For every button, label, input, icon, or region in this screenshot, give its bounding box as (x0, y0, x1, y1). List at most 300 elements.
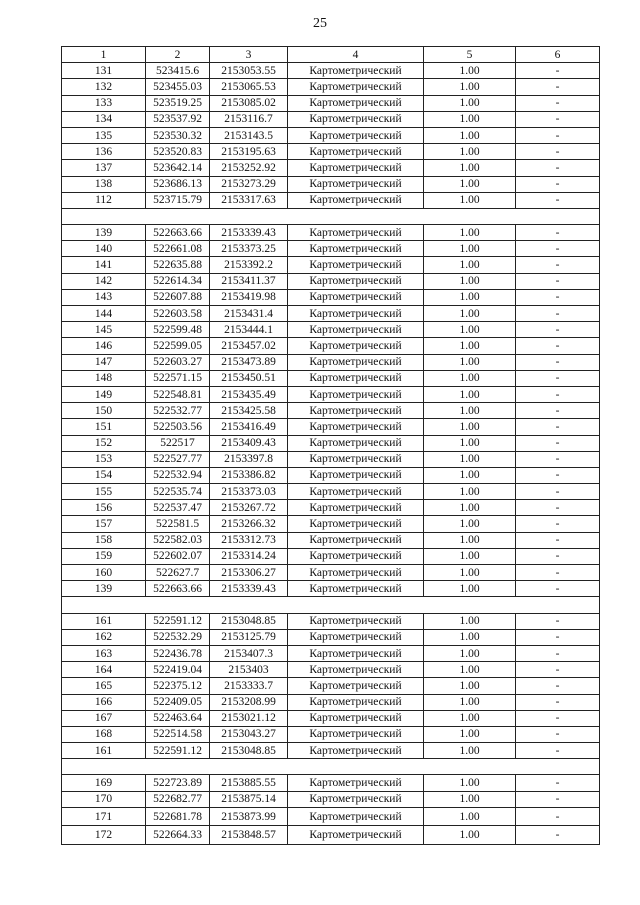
note-cell: - (516, 775, 600, 791)
point-number-cell: 158 (62, 532, 146, 548)
x-coordinate-cell: 522436.78 (146, 645, 210, 661)
point-number-cell: 164 (62, 662, 146, 678)
note-cell: - (516, 257, 600, 273)
x-coordinate-cell: 523537.92 (146, 111, 210, 127)
x-coordinate-cell: 522409.05 (146, 694, 210, 710)
accuracy-cell: 1.00 (424, 710, 516, 726)
table-row (62, 548, 600, 564)
y-coordinate-cell: 2153339.43 (210, 581, 288, 597)
table-row (62, 629, 600, 645)
table-row (62, 160, 600, 176)
note-cell: - (516, 322, 600, 338)
note-cell: - (516, 79, 600, 95)
point-number-cell: 153 (62, 451, 146, 467)
y-coordinate-cell: 2153314.24 (210, 548, 288, 564)
table-row (62, 241, 600, 257)
table-row (62, 710, 600, 726)
y-coordinate-cell: 2153048.85 (210, 743, 288, 759)
x-coordinate-cell: 522591.12 (146, 613, 210, 629)
x-coordinate-cell: 522599.05 (146, 338, 210, 354)
table-row (62, 532, 600, 548)
point-number-cell: 142 (62, 273, 146, 289)
x-coordinate-cell: 522603.58 (146, 306, 210, 322)
accuracy-cell: 1.00 (424, 144, 516, 160)
y-coordinate-cell: 2153450.51 (210, 370, 288, 386)
accuracy-cell: 1.00 (424, 354, 516, 370)
table-row (62, 111, 600, 127)
accuracy-cell: 1.00 (424, 451, 516, 467)
point-number-cell: 163 (62, 645, 146, 661)
method-cell: Картометрический (288, 306, 424, 322)
y-coordinate-cell: 2153021.12 (210, 710, 288, 726)
accuracy-cell: 1.00 (424, 95, 516, 111)
y-coordinate-cell: 2153252.92 (210, 160, 288, 176)
method-cell: Картометрический (288, 354, 424, 370)
y-coordinate-cell: 2153306.27 (210, 565, 288, 581)
note-cell: - (516, 192, 600, 208)
table-row (62, 775, 600, 791)
accuracy-cell: 1.00 (424, 807, 516, 826)
y-coordinate-cell: 2153143.5 (210, 127, 288, 143)
note-cell: - (516, 144, 600, 160)
point-number-cell: 148 (62, 370, 146, 386)
accuracy-cell: 1.00 (424, 289, 516, 305)
point-number-cell: 155 (62, 484, 146, 500)
x-coordinate-cell: 522635.88 (146, 257, 210, 273)
method-cell: Картометрический (288, 338, 424, 354)
table-row (62, 743, 600, 759)
x-coordinate-cell: 523715.79 (146, 192, 210, 208)
table-row (62, 581, 600, 597)
note-cell: - (516, 419, 600, 435)
note-cell: - (516, 662, 600, 678)
point-number-cell: 169 (62, 775, 146, 791)
table-row (62, 826, 600, 845)
point-number-cell: 149 (62, 386, 146, 402)
method-cell: Картометрический (288, 435, 424, 451)
x-coordinate-cell: 522681.78 (146, 807, 210, 826)
point-number-cell: 154 (62, 467, 146, 483)
x-coordinate-cell: 522614.34 (146, 273, 210, 289)
method-cell: Картометрический (288, 743, 424, 759)
accuracy-cell: 1.00 (424, 435, 516, 451)
note-cell: - (516, 532, 600, 548)
y-coordinate-cell: 2153386.82 (210, 467, 288, 483)
x-coordinate-cell: 522532.29 (146, 629, 210, 645)
x-coordinate-cell: 522581.5 (146, 516, 210, 532)
y-coordinate-cell: 2153267.72 (210, 500, 288, 516)
method-cell: Картометрический (288, 111, 424, 127)
point-number-cell: 172 (62, 826, 146, 845)
y-coordinate-cell: 2153873.99 (210, 807, 288, 826)
method-cell: Картометрический (288, 403, 424, 419)
method-cell: Картометрический (288, 726, 424, 742)
point-number-cell: 133 (62, 95, 146, 111)
accuracy-cell: 1.00 (424, 370, 516, 386)
accuracy-cell: 1.00 (424, 775, 516, 791)
table-row (62, 419, 600, 435)
note-cell: - (516, 548, 600, 564)
note-cell: - (516, 176, 600, 192)
column-header: 6 (516, 47, 600, 63)
column-header: 4 (288, 47, 424, 63)
table-row (62, 338, 600, 354)
point-number-cell: 157 (62, 516, 146, 532)
point-number-cell: 137 (62, 160, 146, 176)
accuracy-cell: 1.00 (424, 743, 516, 759)
method-cell: Картометрический (288, 451, 424, 467)
x-coordinate-cell: 522661.08 (146, 241, 210, 257)
point-number-cell: 136 (62, 144, 146, 160)
note-cell: - (516, 435, 600, 451)
x-coordinate-cell: 522419.04 (146, 662, 210, 678)
table-row (62, 95, 600, 111)
point-number-cell: 166 (62, 694, 146, 710)
table-row (62, 63, 600, 79)
table-row (62, 306, 600, 322)
table-row (62, 645, 600, 661)
point-number-cell: 147 (62, 354, 146, 370)
separator-cell (62, 208, 600, 224)
accuracy-cell: 1.00 (424, 500, 516, 516)
y-coordinate-cell: 2153435.49 (210, 386, 288, 402)
method-cell: Картометрический (288, 645, 424, 661)
method-cell: Картометрический (288, 257, 424, 273)
method-cell: Картометрический (288, 467, 424, 483)
method-cell: Картометрический (288, 192, 424, 208)
x-coordinate-cell: 522375.12 (146, 678, 210, 694)
note-cell: - (516, 63, 600, 79)
column-header: 5 (424, 47, 516, 63)
note-cell: - (516, 386, 600, 402)
y-coordinate-cell: 2153875.14 (210, 791, 288, 807)
accuracy-cell: 1.00 (424, 306, 516, 322)
accuracy-cell: 1.00 (424, 484, 516, 500)
accuracy-cell: 1.00 (424, 386, 516, 402)
accuracy-cell: 1.00 (424, 532, 516, 548)
accuracy-cell: 1.00 (424, 79, 516, 95)
point-number-cell: 171 (62, 807, 146, 826)
note-cell: - (516, 354, 600, 370)
point-number-cell: 139 (62, 581, 146, 597)
point-number-cell: 139 (62, 225, 146, 241)
group-separator-row (62, 759, 600, 775)
point-number-cell: 160 (62, 565, 146, 581)
table-row (62, 127, 600, 143)
method-cell: Картометрический (288, 710, 424, 726)
point-number-cell: 156 (62, 500, 146, 516)
note-cell: - (516, 807, 600, 826)
note-cell: - (516, 791, 600, 807)
note-cell: - (516, 467, 600, 483)
method-cell: Картометрический (288, 273, 424, 289)
method-cell: Картометрический (288, 548, 424, 564)
table-row (62, 289, 600, 305)
method-cell: Картометрический (288, 241, 424, 257)
x-coordinate-cell: 523642.14 (146, 160, 210, 176)
point-number-cell: 165 (62, 678, 146, 694)
note-cell: - (516, 370, 600, 386)
table-row (62, 467, 600, 483)
y-coordinate-cell: 2153208.99 (210, 694, 288, 710)
accuracy-cell: 1.00 (424, 565, 516, 581)
y-coordinate-cell: 2153373.25 (210, 241, 288, 257)
table-row (62, 484, 600, 500)
x-coordinate-cell: 522527.77 (146, 451, 210, 467)
table-row (62, 322, 600, 338)
table-row (62, 192, 600, 208)
x-coordinate-cell: 522682.77 (146, 791, 210, 807)
y-coordinate-cell: 2153065.53 (210, 79, 288, 95)
accuracy-cell: 1.00 (424, 613, 516, 629)
x-coordinate-cell: 522603.27 (146, 354, 210, 370)
y-coordinate-cell: 2153416.49 (210, 419, 288, 435)
note-cell: - (516, 500, 600, 516)
method-cell: Картометрический (288, 565, 424, 581)
table-row (62, 403, 600, 419)
note-cell: - (516, 516, 600, 532)
note-cell: - (516, 613, 600, 629)
point-number-cell: 146 (62, 338, 146, 354)
note-cell: - (516, 225, 600, 241)
method-cell: Картометрический (288, 176, 424, 192)
method-cell: Картометрический (288, 775, 424, 791)
x-coordinate-cell: 522548.81 (146, 386, 210, 402)
table-row (62, 257, 600, 273)
column-header: 2 (146, 47, 210, 63)
accuracy-cell: 1.00 (424, 176, 516, 192)
note-cell: - (516, 451, 600, 467)
point-number-cell: 161 (62, 613, 146, 629)
accuracy-cell: 1.00 (424, 629, 516, 645)
method-cell: Картометрический (288, 144, 424, 160)
point-number-cell: 143 (62, 289, 146, 305)
y-coordinate-cell: 2153473.89 (210, 354, 288, 370)
accuracy-cell: 1.00 (424, 467, 516, 483)
table-row (62, 225, 600, 241)
y-coordinate-cell: 2153373.03 (210, 484, 288, 500)
point-number-cell: 151 (62, 419, 146, 435)
y-coordinate-cell: 2153312.73 (210, 532, 288, 548)
table-row (62, 79, 600, 95)
y-coordinate-cell: 2153457.02 (210, 338, 288, 354)
note-cell: - (516, 403, 600, 419)
accuracy-cell: 1.00 (424, 419, 516, 435)
x-coordinate-cell: 522663.66 (146, 581, 210, 597)
point-number-cell: 161 (62, 743, 146, 759)
accuracy-cell: 1.00 (424, 322, 516, 338)
method-cell: Картометрический (288, 532, 424, 548)
point-number-cell: 162 (62, 629, 146, 645)
y-coordinate-cell: 2153339.43 (210, 225, 288, 241)
method-cell: Картометрический (288, 79, 424, 95)
point-number-cell: 150 (62, 403, 146, 419)
method-cell: Картометрический (288, 662, 424, 678)
y-coordinate-cell: 2153085.02 (210, 95, 288, 111)
group-separator-row (62, 597, 600, 613)
y-coordinate-cell: 2153407.3 (210, 645, 288, 661)
x-coordinate-cell: 522503.56 (146, 419, 210, 435)
x-coordinate-cell: 522664.33 (146, 826, 210, 845)
x-coordinate-cell: 523686.13 (146, 176, 210, 192)
x-coordinate-cell: 522535.74 (146, 484, 210, 500)
table-row (62, 807, 600, 826)
x-coordinate-cell: 522599.48 (146, 322, 210, 338)
y-coordinate-cell: 2153195.63 (210, 144, 288, 160)
point-number-cell: 131 (62, 63, 146, 79)
x-coordinate-cell: 522517 (146, 435, 210, 451)
coordinates-table (61, 46, 600, 845)
y-coordinate-cell: 2153885.55 (210, 775, 288, 791)
x-coordinate-cell: 522602.07 (146, 548, 210, 564)
table-row (62, 565, 600, 581)
point-number-cell: 138 (62, 176, 146, 192)
table-row (62, 354, 600, 370)
note-cell: - (516, 726, 600, 742)
table-row (62, 662, 600, 678)
method-cell: Картометрический (288, 613, 424, 629)
separator-cell (62, 759, 600, 775)
note-cell: - (516, 306, 600, 322)
accuracy-cell: 1.00 (424, 694, 516, 710)
table-row (62, 386, 600, 402)
y-coordinate-cell: 2153848.57 (210, 826, 288, 845)
note-cell: - (516, 743, 600, 759)
method-cell: Картометрический (288, 826, 424, 845)
accuracy-cell: 1.00 (424, 726, 516, 742)
point-number-cell: 170 (62, 791, 146, 807)
separator-cell (62, 597, 600, 613)
table-row (62, 451, 600, 467)
method-cell: Картометрический (288, 370, 424, 386)
accuracy-cell: 1.00 (424, 257, 516, 273)
accuracy-cell: 1.00 (424, 192, 516, 208)
method-cell: Картометрический (288, 500, 424, 516)
note-cell: - (516, 241, 600, 257)
point-number-cell: 152 (62, 435, 146, 451)
page-number: 25 (313, 16, 327, 31)
x-coordinate-cell: 522571.15 (146, 370, 210, 386)
y-coordinate-cell: 2153043.27 (210, 726, 288, 742)
accuracy-cell: 1.00 (424, 581, 516, 597)
y-coordinate-cell: 2153333.7 (210, 678, 288, 694)
point-number-cell: 134 (62, 111, 146, 127)
method-cell: Картометрический (288, 160, 424, 176)
y-coordinate-cell: 2153403 (210, 662, 288, 678)
y-coordinate-cell: 2153392.2 (210, 257, 288, 273)
x-coordinate-cell: 522591.12 (146, 743, 210, 759)
table-body (62, 47, 600, 845)
y-coordinate-cell: 2153273.29 (210, 176, 288, 192)
point-number-cell: 167 (62, 710, 146, 726)
method-cell: Картометрический (288, 581, 424, 597)
group-separator-row (62, 208, 600, 224)
accuracy-cell: 1.00 (424, 63, 516, 79)
method-cell: Картометрический (288, 63, 424, 79)
note-cell: - (516, 338, 600, 354)
point-number-cell: 132 (62, 79, 146, 95)
x-coordinate-cell: 523455.03 (146, 79, 210, 95)
table-row (62, 144, 600, 160)
x-coordinate-cell: 522663.66 (146, 225, 210, 241)
note-cell: - (516, 160, 600, 176)
y-coordinate-cell: 2153419.98 (210, 289, 288, 305)
accuracy-cell: 1.00 (424, 273, 516, 289)
y-coordinate-cell: 2153425.58 (210, 403, 288, 419)
note-cell: - (516, 581, 600, 597)
accuracy-cell: 1.00 (424, 678, 516, 694)
accuracy-cell: 1.00 (424, 225, 516, 241)
table-row (62, 694, 600, 710)
table-row (62, 500, 600, 516)
note-cell: - (516, 127, 600, 143)
method-cell: Картометрический (288, 289, 424, 305)
point-number-cell: 112 (62, 192, 146, 208)
table-row (62, 678, 600, 694)
note-cell: - (516, 694, 600, 710)
accuracy-cell: 1.00 (424, 826, 516, 845)
y-coordinate-cell: 2153444.1 (210, 322, 288, 338)
note-cell: - (516, 710, 600, 726)
table-row (62, 791, 600, 807)
accuracy-cell: 1.00 (424, 645, 516, 661)
table-row (62, 613, 600, 629)
accuracy-cell: 1.00 (424, 791, 516, 807)
note-cell: - (516, 678, 600, 694)
method-cell: Картометрический (288, 807, 424, 826)
x-coordinate-cell: 523520.83 (146, 144, 210, 160)
note-cell: - (516, 629, 600, 645)
table-row (62, 726, 600, 742)
y-coordinate-cell: 2153125.79 (210, 629, 288, 645)
method-cell: Картометрический (288, 386, 424, 402)
accuracy-cell: 1.00 (424, 662, 516, 678)
x-coordinate-cell: 522607.88 (146, 289, 210, 305)
note-cell: - (516, 111, 600, 127)
x-coordinate-cell: 522537.47 (146, 500, 210, 516)
point-number-cell: 168 (62, 726, 146, 742)
method-cell: Картометрический (288, 678, 424, 694)
y-coordinate-cell: 2153409.43 (210, 435, 288, 451)
x-coordinate-cell: 522532.94 (146, 467, 210, 483)
accuracy-cell: 1.00 (424, 111, 516, 127)
point-number-cell: 141 (62, 257, 146, 273)
accuracy-cell: 1.00 (424, 403, 516, 419)
x-coordinate-cell: 522627.7 (146, 565, 210, 581)
x-coordinate-cell: 522532.77 (146, 403, 210, 419)
x-coordinate-cell: 523415.6 (146, 63, 210, 79)
accuracy-cell: 1.00 (424, 241, 516, 257)
table-header-row (62, 47, 600, 63)
y-coordinate-cell: 2153048.85 (210, 613, 288, 629)
table-row (62, 273, 600, 289)
method-cell: Картометрический (288, 322, 424, 338)
note-cell: - (516, 289, 600, 305)
x-coordinate-cell: 522463.64 (146, 710, 210, 726)
method-cell: Картометрический (288, 484, 424, 500)
method-cell: Картометрический (288, 791, 424, 807)
point-number-cell: 140 (62, 241, 146, 257)
accuracy-cell: 1.00 (424, 516, 516, 532)
y-coordinate-cell: 2153317.63 (210, 192, 288, 208)
accuracy-cell: 1.00 (424, 127, 516, 143)
x-coordinate-cell: 522582.03 (146, 532, 210, 548)
method-cell: Картометрический (288, 629, 424, 645)
method-cell: Картометрический (288, 95, 424, 111)
y-coordinate-cell: 2153411.37 (210, 273, 288, 289)
method-cell: Картометрический (288, 516, 424, 532)
method-cell: Картометрический (288, 127, 424, 143)
